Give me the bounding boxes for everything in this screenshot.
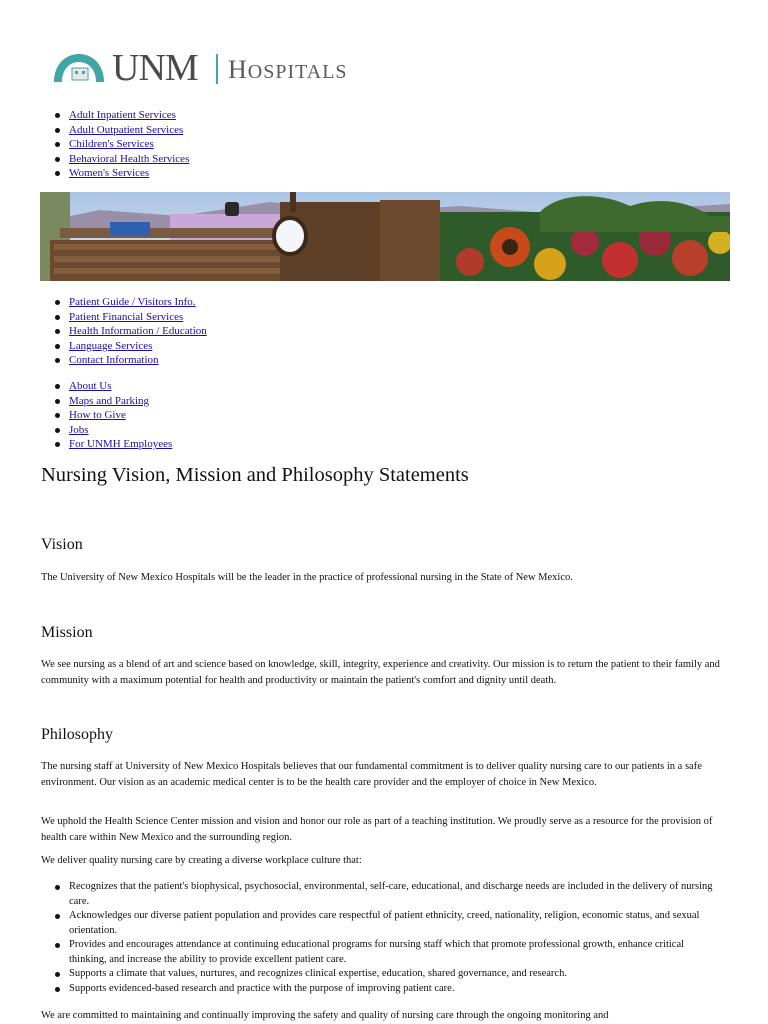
logo-wordmark: UNM <box>112 47 198 89</box>
nav-link-contact[interactable]: Contact Information <box>69 354 159 367</box>
nav-item-give <box>52 408 172 423</box>
mission-heading: Mission <box>41 624 93 641</box>
nav-item-about <box>52 379 172 394</box>
nav-link-adult-outpatient[interactable]: Adult Outpatient Services <box>69 123 184 136</box>
nav-link-adult-inpatient[interactable]: Adult Inpatient Services <box>69 109 176 121</box>
philosophy-paragraph-2: We uphold the Health Science Center mission and vision and honor our role as part of a teaching institution. We proudly serve as a resource for the provision of health care within New Mexico and the surrounding region. <box>41 816 713 843</box>
nav-item-patient-guide <box>52 295 207 310</box>
nav-item-contact <box>52 353 207 368</box>
unm-hospitals-logo[interactable] <box>52 48 372 88</box>
unm-logo-mark-icon <box>52 50 106 86</box>
nav-item-womens <box>52 166 189 181</box>
nav-link-employees[interactable]: For UNMH Employees <box>69 438 173 451</box>
services-nav <box>52 108 189 181</box>
nav-item-adult-inpatient <box>52 108 189 123</box>
nav-item-language <box>52 339 207 354</box>
logo-suffix: HOSPITALS <box>228 55 348 84</box>
banner-illustration <box>40 192 730 281</box>
list-item: Supports evidenced-based research and practice with the purpose of improving patient care. <box>52 982 722 997</box>
nav-item-employees <box>52 437 172 452</box>
nav-item-maps <box>52 394 172 409</box>
nav-item-financial <box>52 310 207 325</box>
philosophy-paragraph-4: We are committed to maintaining and continually improving the safety and quality of nursing care through the ongoing monitoring and <box>41 1010 609 1021</box>
banner-photo <box>40 192 730 281</box>
philosophy-bullet-list <box>52 880 722 996</box>
nav-link-language[interactable]: Language Services <box>69 339 153 352</box>
page-title: Nursing Vision, Mission and Philosophy Statements <box>41 464 469 486</box>
nav-link-behavioral[interactable]: Behavioral Health Services <box>69 152 190 165</box>
list-item: Provides and encourages attendance at continuing educational programs for nursing staff which that promote professional growth, enhance critical thinking, and increase the ability to provide excellent patient care. <box>52 938 722 967</box>
nav-item-behavioral <box>52 152 189 167</box>
list-item: Recognizes that the patient's biophysical, psychosocial, environmental, self-care, educational, and discharge needs are included in the delivery of nursing care. <box>52 880 722 909</box>
vision-heading: Vision <box>41 536 83 553</box>
vision-text: The University of New Mexico Hospitals will be the leader in the practice of professional nursing in the State of New Mexico. <box>41 572 573 583</box>
nav-link-financial[interactable]: Patient Financial Services <box>69 310 184 323</box>
nav-link-give[interactable]: How to Give <box>69 409 126 422</box>
nav-link-patient-guide[interactable]: Patient Guide / Visitors Info. <box>69 296 196 308</box>
nav-item-childrens <box>52 137 189 152</box>
nav-link-maps[interactable]: Maps and Parking <box>69 394 150 407</box>
nav-item-health-info <box>52 324 207 339</box>
about-nav <box>52 379 172 452</box>
patient-nav <box>52 295 207 368</box>
nav-link-childrens[interactable]: Children's Services <box>69 138 154 151</box>
nav-link-about[interactable]: About Us <box>69 380 112 392</box>
list-item: Acknowledges our diverse patient population and provides care respectful of patient ethnicity, creed, nationality, religion, economic status, and sexual orientation. <box>52 909 722 938</box>
philosophy-paragraph-1: The nursing staff at University of New Mexico Hospitals believes that our fundamental commitment is to deliver quality nursing care to our patients in a safe environment. Our vision as an academic medical center is to be the health care provider and the employer of choice in New Mexico. <box>41 761 702 788</box>
list-item: Supports a climate that values, nurtures, and recognizes clinical expertise, education, shared governance, and research. <box>52 967 722 982</box>
mission-text: We see nursing as a blend of art and science based on knowledge, skill, integrity, experience and creativity. Our mission is to return the patient to their family and community with a maximum potential for health and productivity or maintain the patient's comfort and dignity until death. <box>41 659 720 686</box>
nav-item-jobs <box>52 423 172 438</box>
philosophy-paragraph-3: We deliver quality nursing care by creating a diverse workplace culture that: <box>41 855 362 866</box>
nav-link-womens[interactable]: Women's Services <box>69 167 150 180</box>
nav-item-adult-outpatient <box>52 123 189 138</box>
nav-link-health-info[interactable]: Health Information / Education <box>69 325 207 338</box>
philosophy-heading: Philosophy <box>41 726 114 743</box>
logo-divider <box>216 54 218 84</box>
nav-link-jobs[interactable]: Jobs <box>69 423 89 436</box>
